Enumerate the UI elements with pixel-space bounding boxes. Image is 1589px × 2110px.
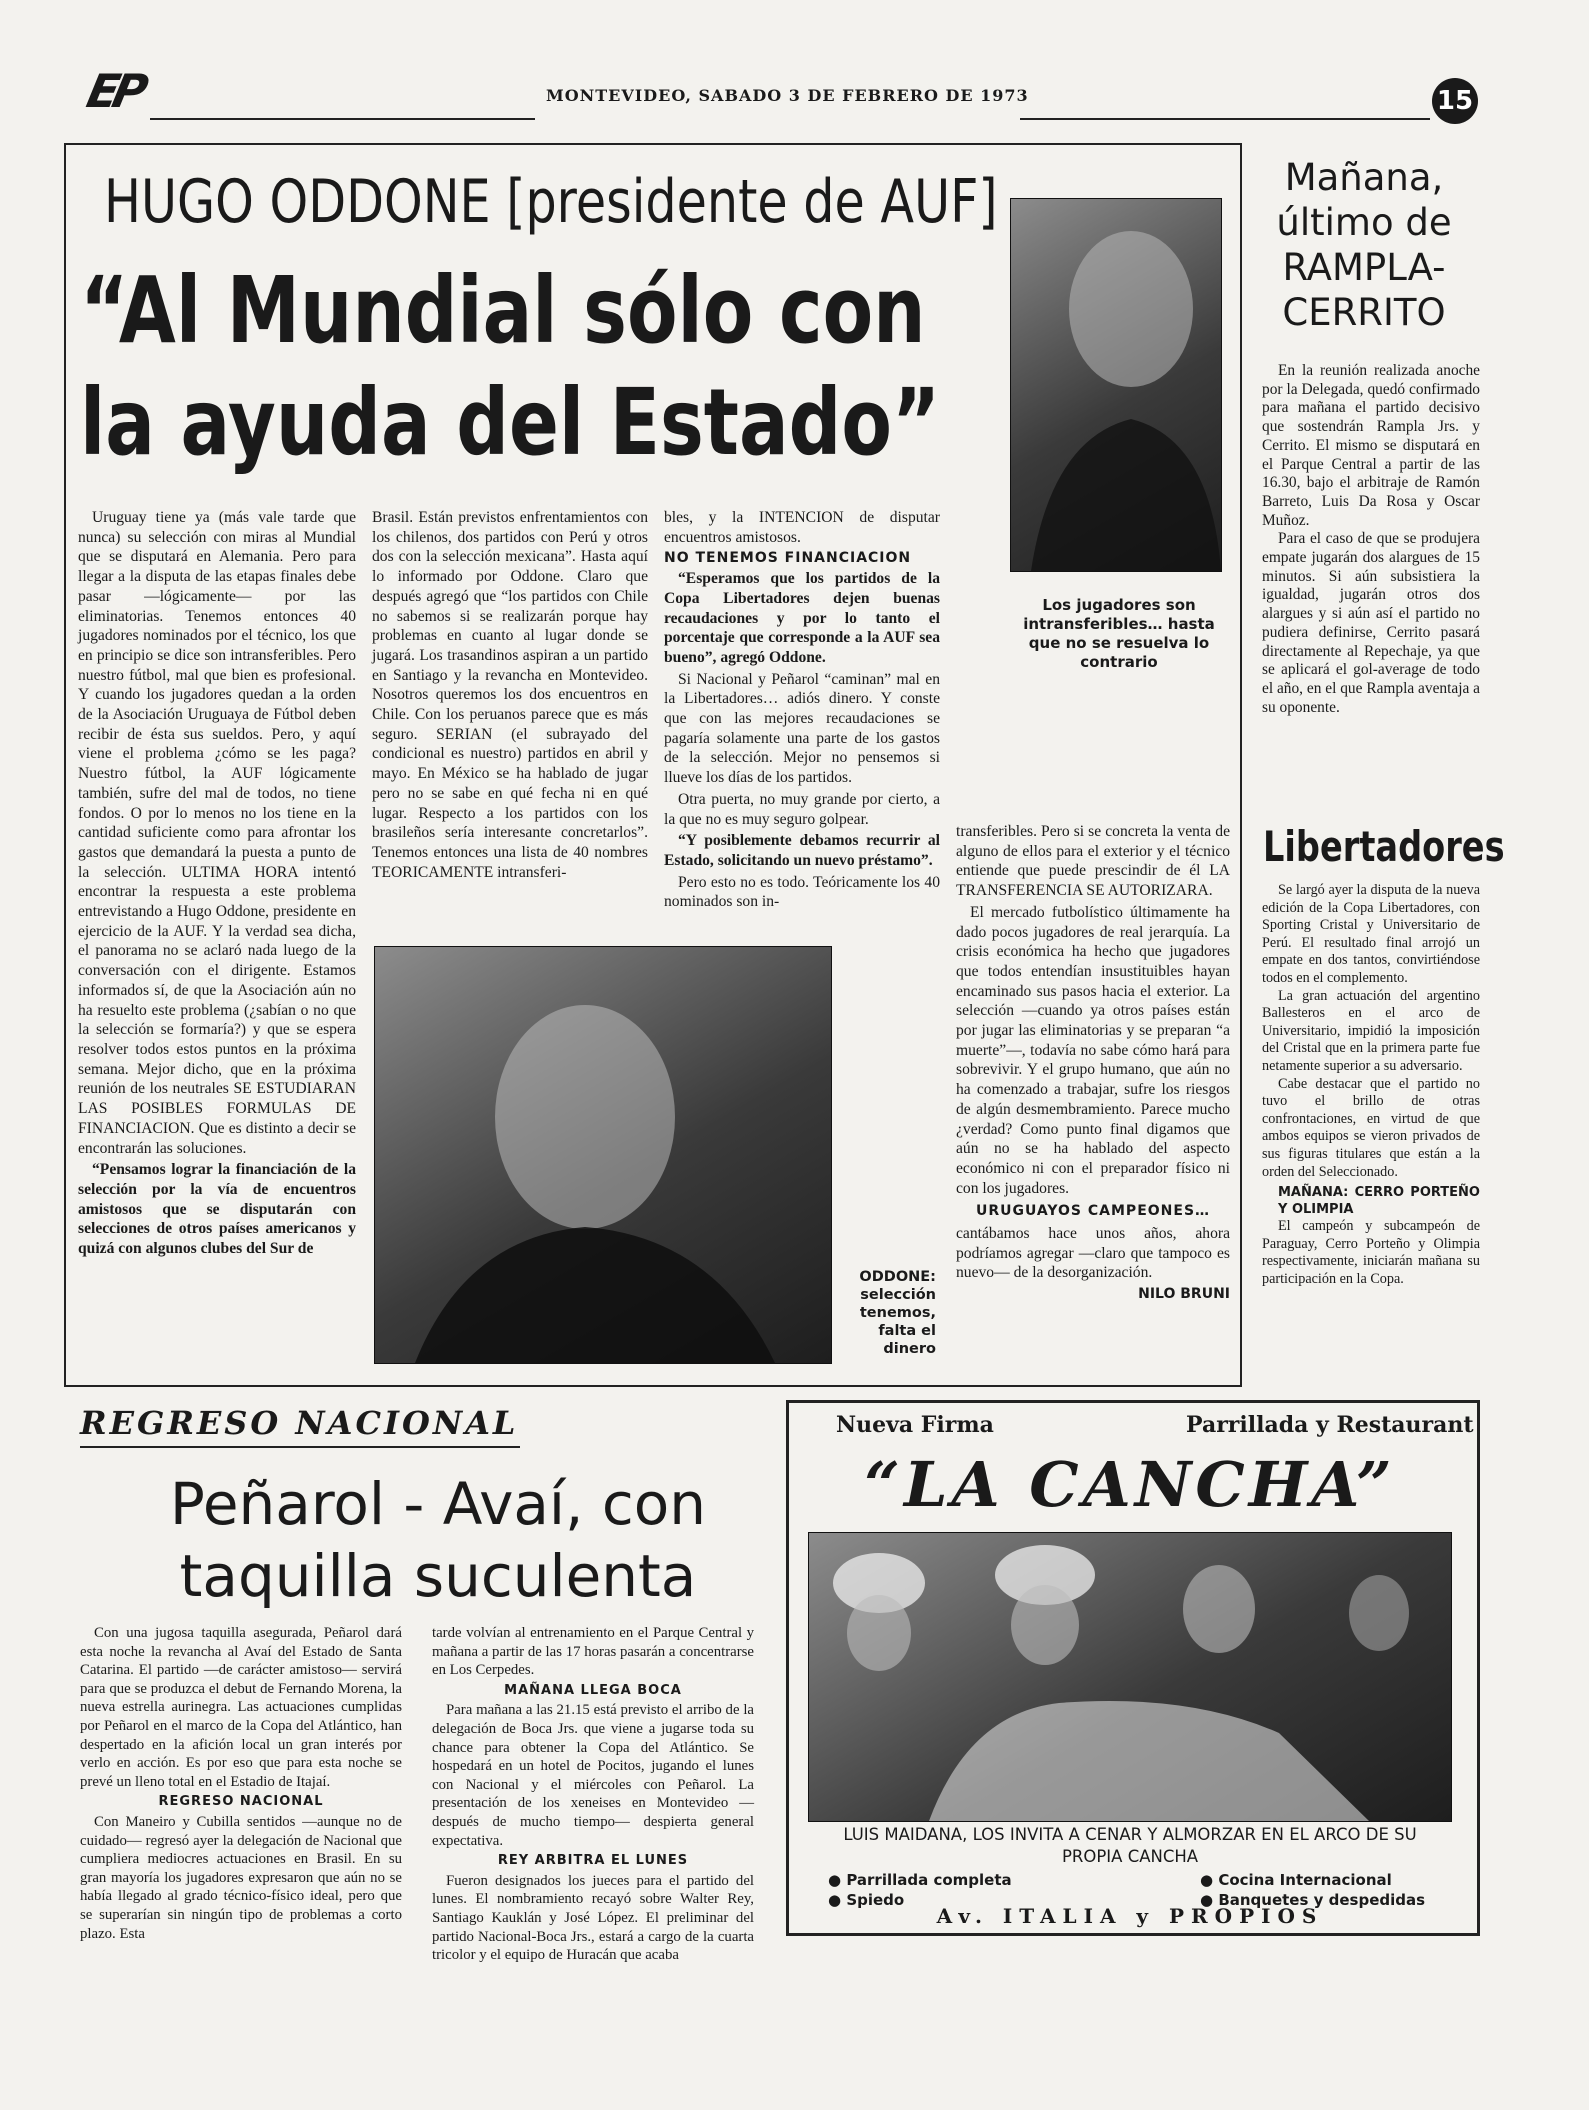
portrait-placeholder-icon [1011,199,1221,571]
byline: NILO BRUNI [1138,1286,1230,1303]
second-col-2-p3: Fueron designados los jueces para el partido del lunes. El nombramiento recayó sobre Walter Rey, Santiago Kauklán y José López. El preliminar del partido Nacional-Boca Jrs., estará a cargo de la cuarta tricolor y el equipo de Huracán que acaba [432,1872,754,1964]
ad-tagline: LUIS MAIDANA, LOS INVITA A CENAR Y ALMORZAR EN EL ARCO DE SU PROPIA CANCHA [843,1825,1417,1866]
main-col-4-p2: El mercado futbolístico últimamente ha dado pocos jugadores de real jerarquía. La crisis económica ha hecho que jugadores que todos entendían insustituibles hayan encaminado sus pasos hacia el exterior. La selección —cuando ya otros países están por jugar las eliminatorias y se preparan “a muerte”—, todavía no sabe cómo hará para sobrevivir. Y el grupo humano, que aún no ha comenzado a trabajar, sufre los riesgos de algún desmembramiento. Parece mucho ¿verdad? Como punto final digamos que aún no se ha hablado del aspecto económico ni con el preparador físico ni con los jugadores. [956,903,1230,1197]
ad-top-left: Nueva Firma [836,1412,994,1438]
masthead-dateline: MONTEVIDEO, SABADO 3 DE FEBRERO DE 1973 [546,86,1029,105]
main-article-kicker: HUGO ODDONE [presidente de AUF] [104,167,998,237]
ad-photo-chefs [808,1532,1452,1822]
chefs-photo-placeholder-icon [809,1533,1451,1821]
ad-feature-spiedo: ● Spiedo [828,1891,905,1909]
ad-address: Av. ITALIA y PROPIOS [936,1904,1324,1928]
masthead-rule-left [150,118,535,120]
ad-feature-label: Banquetes y despedidas [1218,1891,1426,1909]
second-col-2-subhead-2: REY ARBITRA EL LUNES [497,1853,689,1869]
second-col-1 [80,1624,402,1945]
main-col-3-p4: “Y posiblemente debamos recurrir al Estado, solicitando un nuevo préstamo”. [664,832,940,869]
libertadores-p1: Se largó ayer la disputa de la nueva edición de la Copa Libertadores, con Sporting Cristal y Universitario de Perú. El resultado final arrojó un empate en dos tantos, convirtiéndose todos en el complemento. [1262,882,1480,986]
second-col-1-subhead: REGRESO NACIONAL [158,1794,324,1810]
second-col-1-p2: Con Maneiro y Cubilla sentidos —aunque no de cuidado— regresó ayer la delegación de Nacional que cumpliera mediocres actuaciones en Brasil. En su gran mayoría los jugadores expresaron que aún no se había llegado al grado técnico-físico ideal, pero que se superarían sin ningún tipo de problemas a corto plazo. Esta [80,1813,402,1942]
libertadores-headline: Libertadores [1263,822,1505,871]
main-col-3-p3: Otra puerta, no muy grande por cierto, a la que no es muy seguro golpear. [664,790,940,828]
second-article-kicker: REGRESO NACIONAL [80,1404,519,1442]
main-col-3-subhead: NO TENEMOS FINANCIACION [664,550,912,567]
ad-feature-cocina: ● Cocina Internacional [1200,1871,1392,1889]
main-col-3-p5: Pero esto no es todo. Teóricamente los 40 nominados son in- [664,873,940,911]
ad-top-right: Parrillada y Restaurant [1186,1412,1474,1438]
masthead-logo: EP [82,64,147,118]
main-col-3-p2: Si Nacional y Peñarol “caminan” mal en la Libertadores… adiós dinero. Y conste que con las mejores recaudaciones se pagaría solamente una parte de los gastos de la selección. Mejor no pensemos si llueve los días de los partidos. [664,670,940,787]
photo-bottom-caption: ODDONE: selección tenemos, falta el dinero [859,1269,936,1357]
main-col-3 [664,508,940,914]
masthead-rule-right [1020,118,1430,120]
main-col-4-subhead: URUGUAYOS CAMPEONES… [975,1203,1211,1220]
portrait-placeholder-icon [375,947,831,1363]
libertadores-body [1262,882,1480,1288]
sidebar-p1: En la reunión realizada anoche por la Delegada, quedó confirmado para mañana el partido decisivo que sostendrán Rampla Jrs. y Cerrito. El mismo se disputará en el Parque Central a partir de las 16.30, bajo el arbitraje de Ramón Barreto, Luis Da Rosa y Oscar Muñoz. [1262,362,1480,529]
libertadores-subhead: MAÑANA: CERRO PORTEÑO Y OLIMPIA [1278,1185,1480,1218]
main-article-headline: “Al Mundial sólo con la ayuda del Estado” [80,257,941,476]
second-col-2-subhead: MAÑANA LLEGA BOCA [504,1682,682,1698]
main-col-1-p1: Uruguay tiene ya (más vale tarde que nunca) su selección con miras al Mundial que se disputará en Alemania. Pero para llegar a la disputa de las etapas finales debe pasar —lógicamente— por las eliminatorias. Tenemos entonces 40 jugadores nominados por el técnico, los que en principio se dice son intransferibles. Pero nuestro fútbol, mal que bien es profesional. Y cuando los jugadores quedan a la orden de la Asociación Uruguaya de Fútbol deben recibir de ésta sus sueldos. Pero, y aquí viene el problema ¿cómo se les paga? Nuestro fútbol, la AUF lógicamente también, sufre del mal de todos, no tiene fondos. O por lo menos no los tiene en la cantidad suficiente como para afrontar los gastos que demandará la puesta a punto de la selección. ULTIMA HORA intentó encontrar la respuesta a este problema entrevistando a Hugo Oddone, presidente en ejercicio de la AUF. Y la verdad sea dicha, el panorama no se aclaró nada luego de la conversación con el dirigente. Estamos informados sí, de que la Asociación aún no ha resuelto este problema (¿sabían o no que la selección se formaría?) y que se espera resolver todos estos puntos en la próxima semana. Mejor dicho, que en la próxima reunión de los neutrales SE ESTUDIARAN LAS POSIBLES FORMULAS DE FINANCIACION. Que es distinto a decir se encontrarán las soluciones. [78,509,356,1157]
main-col-3-intro: bles, y la INTENCION de disputar encuentros amistosos. [664,509,940,546]
page-number: 15 [1436,86,1474,116]
ad-feature-label: Spiedo [846,1891,905,1909]
ad-name: “LA CANCHA” [864,1448,1396,1521]
second-col-2-p1: tarde volvían al entrenamiento en el Parque Central y mañana a partir de las 17 horas pasarán a concentrarse en Los Cerpedes. [432,1625,754,1679]
main-col-2 [372,508,648,884]
main-col-4-end: cantábamos hace unos años, ahora podríamos agregar —claro que tampoco es nuevo— de la desorganización. [956,1225,1230,1282]
second-article-kicker-rule [80,1446,520,1448]
main-col-1 [78,508,356,1261]
main-col-4-p1: transferibles. Pero si se concreta la venta de alguno de ellos para el exterior y el técnico entiende que puede prescindir de él LA TRANSFERENCIA SE AUTORIZARA. [956,823,1230,900]
photo-oddone-bottom [374,946,832,1364]
photo-oddone-top [1010,198,1222,572]
ad-feature-banquetes: ● Banquetes y despedidas [1200,1891,1426,1909]
second-article-headline: Peñarol - Avaí, con taquilla suculenta [169,1470,707,1610]
sidebar-p2: Para el caso de que se produjera empate jugarán dos alargues de 15 minutos. Si aún subsistiera la igualdad, jugarán otros dos alargues y si aún así el partido no pudiera definirse, Cerrito pasará directamente al Repechaje, ya que se aplicará el gol-average de todo el año, en el que Rampla aventaja a su oponente. [1262,530,1480,716]
main-col-2-p1: Brasil. Están previstos enfrentamientos con los chilenos, dos partidos con Perú y otros dos con la selección mexicana”. Hasta aquí lo informado por Oddone. Claro que después agregó que “los partidos con Chile no sabemos si se realizarán porque hay problemas en cuanto al lugar donde se jugará. Los trasandinos aspiran a un partido en Santiago y la revancha en Montevideo. Nosotros queremos los dos encuentros en Chile. Con los peruanos parece que es más seguro. SERIAN (el subrayado del condicional es nuestro) partidos en abril y mayo. En México se ha hablado de jugar pero no se sabe en qué fecha ni en qué lugar. Respecto a los partidos con los brasileños sería interesante concretarlos”. Tenemos entonces una lista de 40 nombres TEORICAMENTE intransferi- [372,509,648,881]
second-col-2-p2: Para mañana a las 21.15 está previsto el arribo de la delegación de Boca Jrs. que viene a jugarse toda su chance para obtener la Copa del Atlántico. Se hospedará en un hotel de Pocitos, jugando el lunes con Nacional y el miércoles con Peñarol. La presentación de los xeneises en Montevideo —después de mucho tiempo— despierta general expectativa. [432,1702,754,1849]
ad-feature-parrillada: ● Parrillada completa [828,1871,1012,1889]
main-col-3-p1: “Esperamos que los partidos de la Copa Libertadores dejen buenas recaudaciones y por lo tanto el porcentaje que corresponde a la AUF sea bueno”, agregó Oddone. [664,570,940,666]
sidebar-body [1262,362,1480,717]
ad-feature-label: Cocina Internacional [1218,1871,1392,1889]
sidebar-headline: Mañana, último de RAMPLA-CERRITO [1276,156,1452,334]
second-col-1-p1: Con una jugosa taquilla asegurada, Peñarol dará esta noche la revancha al Avaí del Estado de Santa Catarina. El partido —de carácter amistoso— servirá para que se produzca el debut de Fernando Morena, la nueva estrella aurinegra. Las actuaciones cumplidas por Peñarol en el marco de la Copa del Atlántico, han despertado en la afición local un gran interés por verlo en acción. Es por eso que para esta noche se prevé un lleno total en el Estadio de Itajaí. [80,1625,402,1790]
libertadores-end: El campeón y subcampeón de Paraguay, Cerro Porteño y Olimpia respectivamente, iniciarán mañana su participación en la Copa. [1262,1218,1480,1287]
second-col-2 [432,1624,754,1967]
photo-top-caption: Los jugadores son intransferibles… hasta que no se resuelva lo contrario [1023,596,1215,671]
main-col-4 [956,822,1230,1305]
ad-feature-label: Parrillada completa [846,1871,1012,1889]
libertadores-p3: Cabe destacar que el partido no tuvo el brillo de otras confrontaciones, en virtud de que ambos equipos se vieron privados de sus figuras titulares que están a la orden del Seleccionado. [1262,1075,1480,1180]
page-number-badge [1432,78,1478,124]
libertadores-p2: La gran actuación del argentino Ballesteros en el arco de Universitario, impidió la imposición del Cristal que en la primera parte fue netamente superior a su adversario. [1262,987,1480,1074]
main-col-1-p2: “Pensamos lograr la financiación de la selección por la vía de encuentros amistosos que se disputarán con selecciones de otros países americanos y quizá con algunos clubes del Sur de [78,1161,356,1258]
